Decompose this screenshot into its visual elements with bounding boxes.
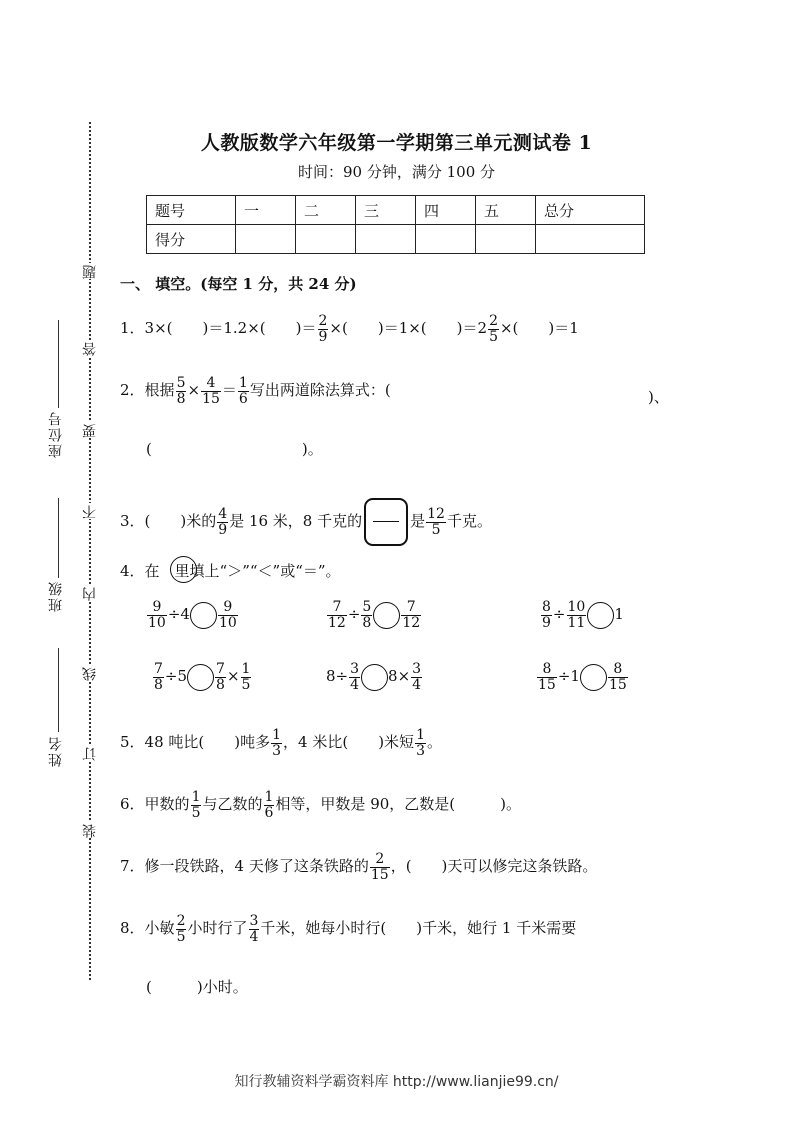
numerator: 2 [176,913,186,929]
question-text: 在 里填上“＞”“＜”或“＝”。 [144,562,341,580]
fraction [191,790,202,820]
numerator: 10 [567,599,586,615]
question-text: 。 [426,733,442,752]
question-number: 3． [120,512,145,530]
exam-subtitle: 时间：90 分钟，满分 100 分 [297,163,496,181]
denominator: 6 [238,390,248,407]
question-text: 小敏 [144,919,175,938]
numerator: 3 [350,661,360,677]
numerator: 4 [218,505,228,522]
numerator: 7 [401,600,421,616]
fraction [249,914,260,944]
question-text: ×( )＝1×( )＝2 [329,319,488,338]
question-number: 1． [120,319,145,338]
denominator: 10 [148,614,166,631]
question-number: 5． [120,733,145,752]
denominator: 9 [318,328,328,345]
seat-number-label: 座位号 [48,410,64,458]
binding-char: 要 [82,422,98,438]
compare-circle[interactable] [587,602,614,629]
score-input-cell[interactable] [236,225,296,254]
question-text: 小时行了 [187,919,248,938]
name-label: 姓名 [48,735,64,767]
denominator: 4 [350,676,360,693]
numerator: 2 [318,313,328,329]
answer-blank-line: ( )小时。 [146,978,248,996]
operator: ÷1 [557,667,580,686]
denominator: 5 [241,676,251,693]
question-text: 千米，她每小时行( )千米，她行 1 千米需要 [260,919,577,938]
score-input-cell[interactable] [536,225,645,254]
table-cell: 二 [296,196,356,225]
question-text: ×( )＝1 [499,319,579,338]
fraction [176,376,187,406]
binding-char: 不 [82,503,98,519]
fraction [488,314,499,344]
question-number: 4． [120,562,145,580]
question-number: 2． [120,381,145,400]
binding-char: 答 [82,340,98,356]
score-input-cell[interactable] [416,225,476,254]
compare-circle[interactable] [187,664,214,691]
numerator: 1 [272,727,282,743]
question-text: 修一段铁路，4 天修了这条铁路的 [144,857,369,876]
compare-circle[interactable] [361,664,388,691]
question-4 [120,560,341,581]
operator: × [226,667,240,686]
question-text: 千克。 [446,512,492,530]
compare-circle[interactable] [373,602,400,629]
fraction-answer-box[interactable] [364,498,408,546]
table-cell: 总分 [536,196,645,225]
score-input-cell[interactable] [476,225,536,254]
question-text: 写出两道除法算式：( [249,381,391,400]
question-number: 8． [120,919,145,938]
numerator: 7 [216,661,225,677]
question-5 [120,728,442,758]
question-text: 与乙数的 [202,795,263,814]
numerator: 9 [147,600,167,616]
numerator: 3 [412,661,422,677]
comparison-item [540,600,624,630]
denominator: 15 [370,866,389,883]
denominator: 5 [431,521,441,538]
question-6 [120,790,521,820]
denominator: 9 [542,614,551,631]
question-3 [120,498,492,546]
score-input-cell[interactable] [296,225,356,254]
numerator: 3 [249,913,259,929]
denominator: 5 [191,804,201,821]
numerator: 5 [362,599,372,615]
operator: 8÷ [326,667,349,686]
circle-icon [170,556,197,583]
numerator: 5 [176,375,186,391]
score-input-cell[interactable] [356,225,416,254]
table-cell: 四 [416,196,476,225]
question-text: 甲数的 [144,795,190,814]
fraction [415,728,426,758]
table-cell: 一 [236,196,296,225]
question-1 [120,314,579,344]
numerator: 4 [201,376,221,392]
numerator: 7 [154,661,163,677]
fraction [271,728,282,758]
question-8 [120,914,576,944]
binding-char: 题 [82,263,98,279]
numerator: 1 [191,789,201,805]
operator: ÷ [347,605,361,624]
fraction [238,376,249,406]
question-text: 是 [410,512,426,530]
numerator: 8 [537,662,557,678]
table-cell: 题号 [147,196,236,225]
comparison-item [536,662,629,692]
binding-dotted-line [89,122,91,980]
question-text: 根据 [144,381,175,400]
section-heading: 一、 填空。(每空 1 分，共 24 分) [120,275,357,293]
denominator: 11 [567,614,586,631]
numerator: 1 [241,661,251,677]
question-text: )、 [648,388,669,406]
question-text: 是 16 米，8 千克的 [229,512,363,530]
fraction [201,376,221,406]
question-number: 6． [120,795,145,814]
comparison-item [146,600,239,630]
question-number: 7． [120,857,145,876]
answer-blank-line: ( )。 [146,440,323,458]
compare-circle[interactable] [190,602,217,629]
question-2 [120,376,391,406]
class-line [58,498,59,578]
denominator: 8 [154,676,163,693]
denominator: 5 [176,928,186,945]
question-text: 48 吨比( )吨多 [144,733,271,752]
page-title: 人教版数学六年级第一学期第三单元测试卷 1 [200,132,593,154]
numerator: 7 [327,600,347,616]
denominator: 3 [272,742,282,759]
question-text: ，4 米比( )米短 [283,733,415,752]
comparison-item [326,600,422,630]
fraction [264,790,275,820]
seat-number-line [58,320,59,408]
numerator: 1 [264,789,274,805]
table-cell: 得分 [147,225,236,254]
question-text: ＝ [221,381,237,400]
value: 1 [614,605,624,624]
denominator: 12 [402,614,421,631]
denominator: 5 [489,328,498,345]
question-text: × [187,381,201,400]
question-text: ，( )天可以修完这条铁路。 [390,857,598,876]
table-row [147,225,645,254]
table-cell: 五 [476,196,536,225]
binding-char: 订 [82,745,98,761]
numerator: 8 [542,599,551,615]
numerator: 1 [416,727,425,743]
numerator: 2 [370,852,390,868]
question-text: 3×( )＝1.2×( )＝ [144,319,317,338]
value: 8× [388,667,411,686]
table-row [147,196,645,225]
question-text: ( )米的 [144,512,217,530]
question-text: 相等，甲数是 90，乙数是( )。 [275,795,521,814]
operator: ÷5 [164,667,188,686]
class-label: 班级 [48,580,64,612]
denominator: 8 [176,390,186,407]
denominator: 10 [218,614,237,631]
compare-circle[interactable] [580,664,607,691]
denominator: 15 [202,390,220,407]
denominator: 4 [249,928,259,945]
score-table [146,195,645,254]
name-line [58,648,59,732]
binding-char: 线 [82,665,98,681]
question-7 [120,852,597,882]
fraction [370,852,390,882]
comparison-item [326,662,423,692]
denominator: 15 [608,676,627,693]
numerator: 9 [218,600,238,616]
numerator: 8 [608,662,628,678]
denominator: 8 [362,614,372,631]
operator: ÷ [552,605,566,624]
fraction [176,914,187,944]
numerator: 2 [489,313,498,329]
denominator: 12 [328,614,346,631]
binding-char: 内 [82,585,98,601]
denominator: 8 [216,676,225,693]
denominator: 15 [538,676,556,693]
footer-watermark: 知行教辅资料学霸资料库 http://www.lianjie99.cn/ [234,1074,559,1090]
denominator: 4 [412,676,422,693]
numerator: 12 [427,505,445,522]
denominator: 9 [218,521,228,538]
binding-char: 装 [82,822,98,838]
comparison-item [152,662,252,692]
numerator: 1 [238,375,248,391]
fraction [426,507,446,537]
denominator: 6 [264,804,274,821]
table-cell: 三 [356,196,416,225]
denominator: 3 [416,742,425,759]
fraction [318,314,329,344]
fraction [217,507,228,537]
operator: ÷4 [167,605,190,624]
